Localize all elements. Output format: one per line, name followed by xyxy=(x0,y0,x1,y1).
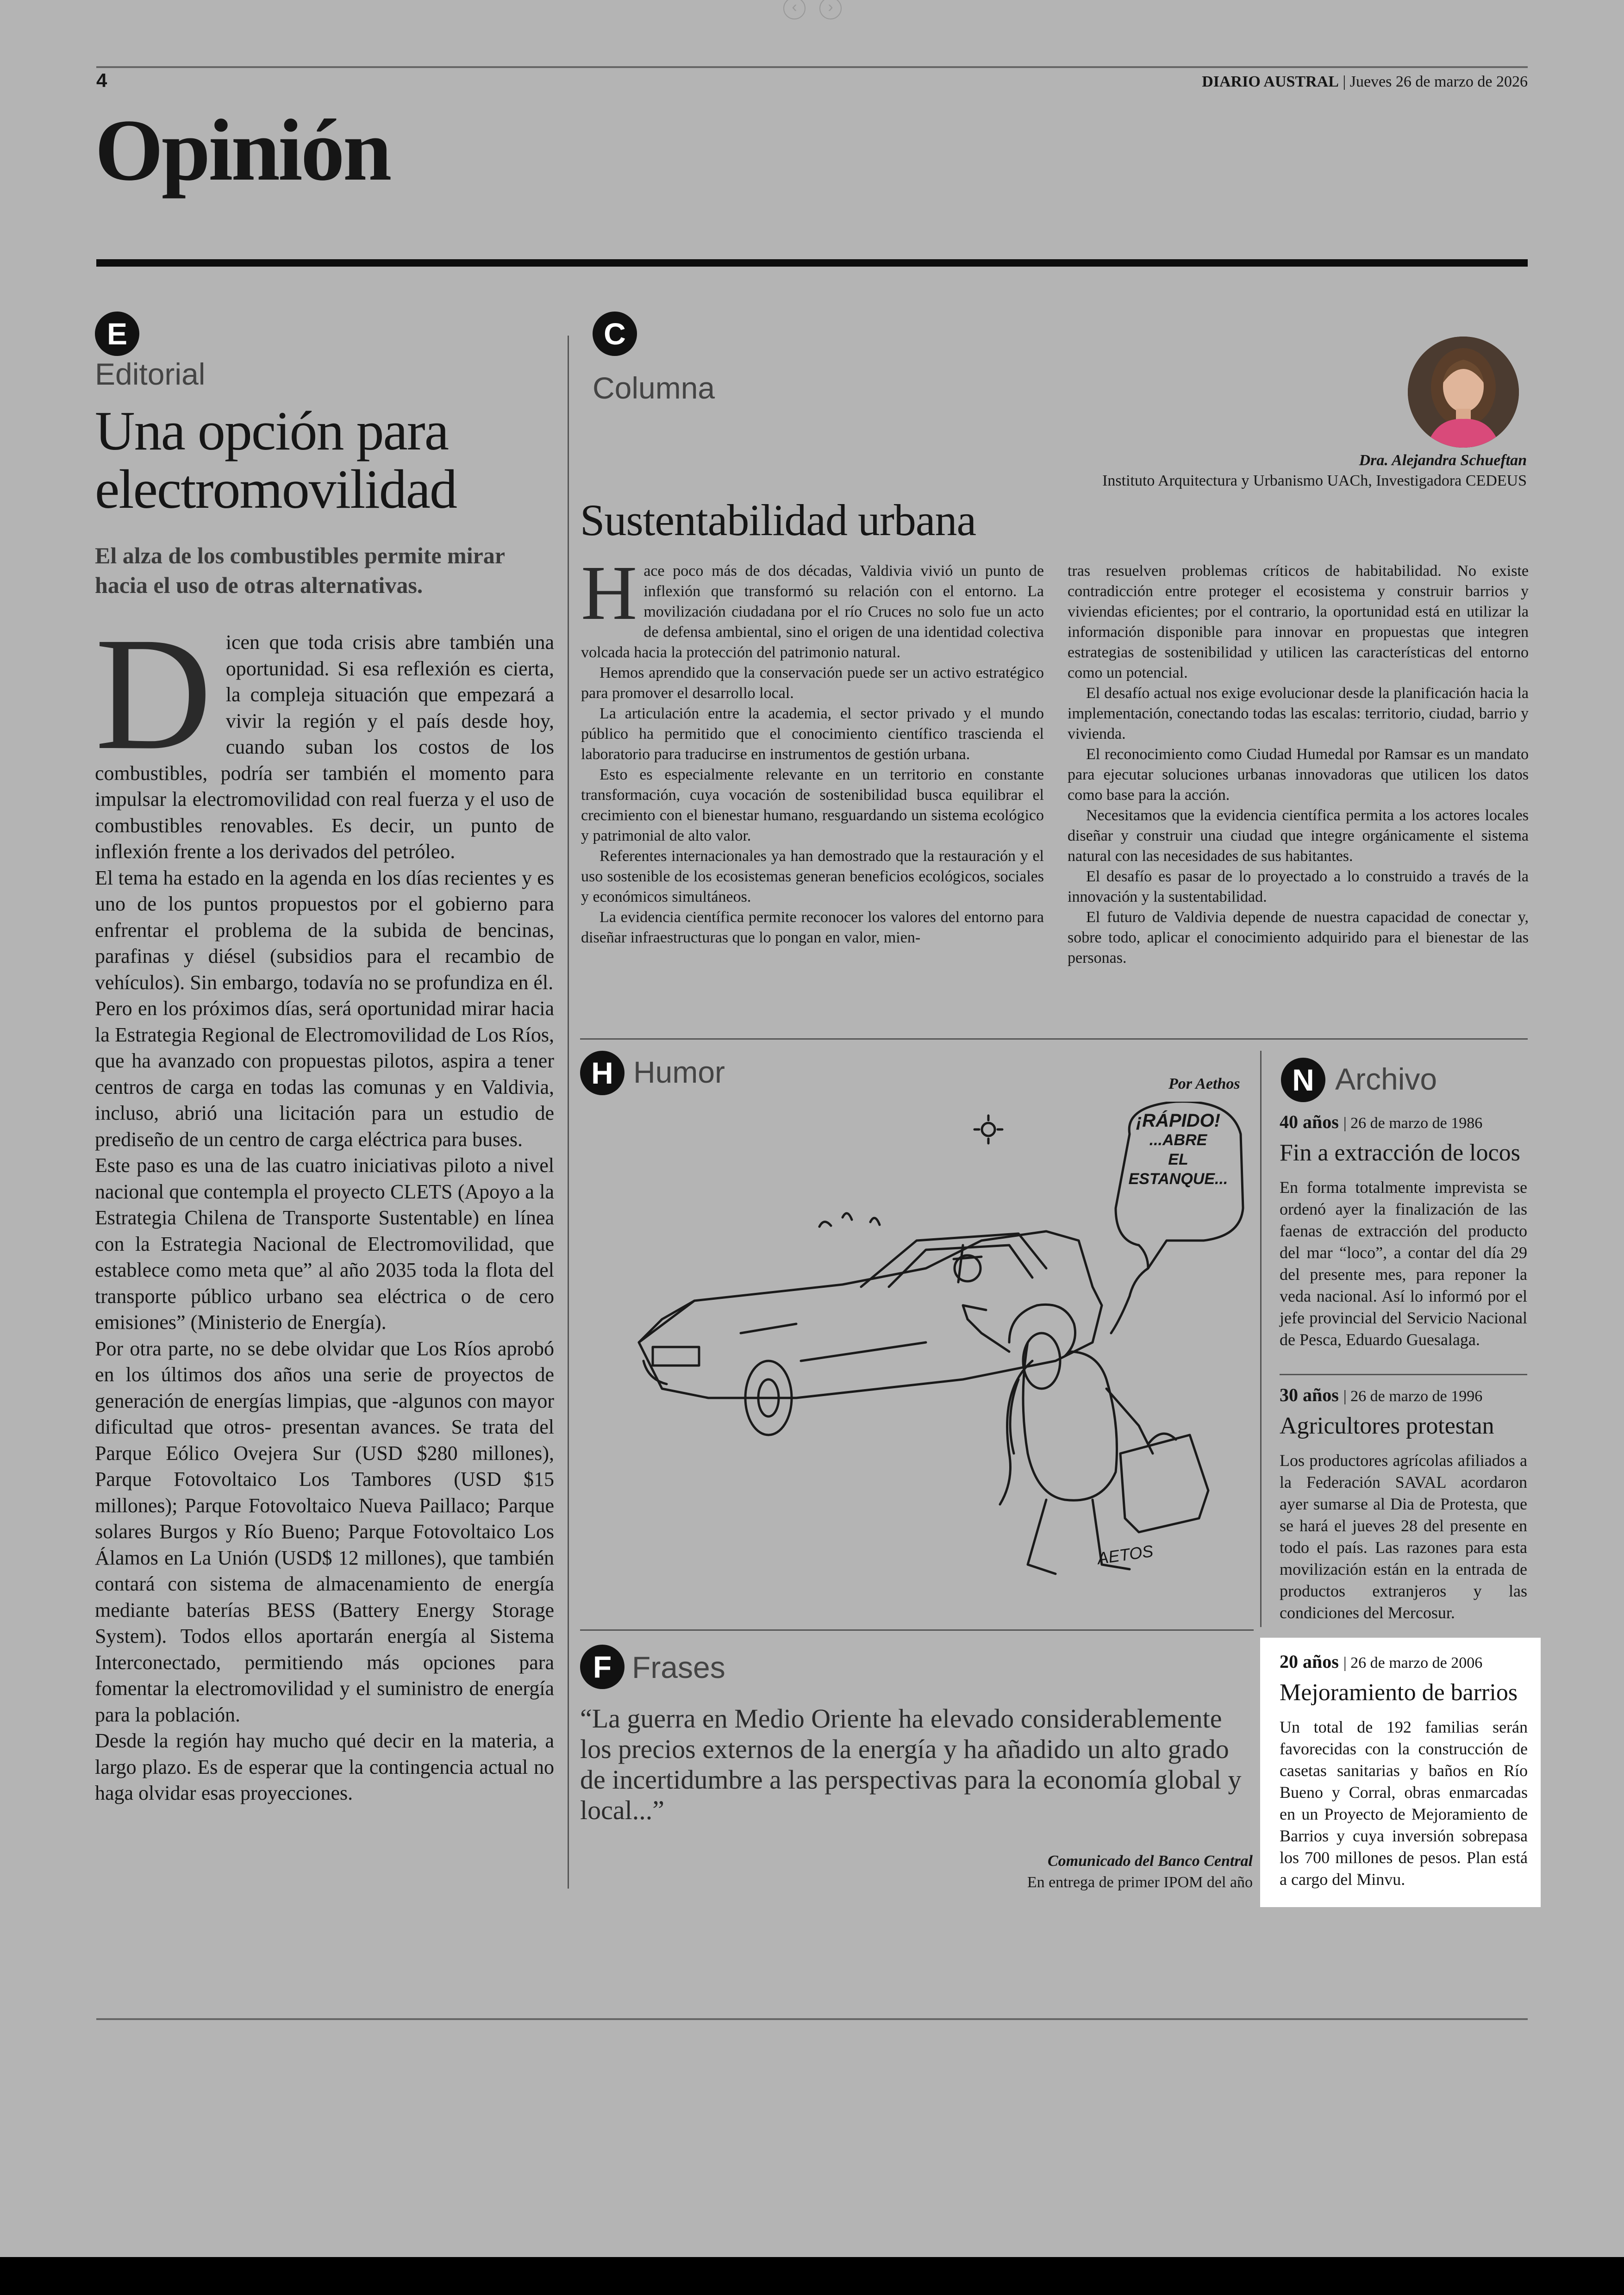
cartoon-signature: AETOS xyxy=(1096,1541,1155,1568)
column-paragraph: tras resuelven problemas críticos de habitabilidad. No existe contradicción entre proteger el ecosistema y construir barrios y viviendas eficientes; por el contrario, la oportunidad está en utilizar la información disponible para innovar en propuestas que integren estrategias de sostenibilidad y utilicen las características del entorno como un potencial. xyxy=(1068,562,1529,681)
archivo-entry xyxy=(1280,1651,1528,1890)
humor-archive-divider xyxy=(1260,1051,1262,1627)
archivo-entry xyxy=(1280,1111,1527,1351)
editorial-badge: E xyxy=(95,312,139,356)
column-badge: C xyxy=(593,312,637,356)
frases-badge: F xyxy=(580,1645,625,1689)
archivo-text: Un total de 192 familias serán favorecidas con la construcción de casetas sanitarias y baños en Río Bueno y Corral, obras enmarcadas en un Proyecto de Mejoramiento de Barrios y cuya inversión sobrepasa los 700 millones de pesos. Plan está a cargo del Minvu. xyxy=(1280,1718,1528,1889)
archivo-text: Los productores agrícolas afiliados a la Federación SAVAL acordaron ayer sumarse al Dia de Protesta, que se hará el jueves 28 del presente en todo el país. Las razones para esta movilización están en la entrada de productos extranjeros y las condiciones del Mercosur. xyxy=(1280,1451,1527,1622)
column-divider xyxy=(568,336,569,1889)
bottom-bar xyxy=(0,2257,1624,2295)
bubble-line: ¡RÁPIDO! xyxy=(1136,1110,1221,1131)
column-body-right xyxy=(1068,561,1529,1010)
chevron-right-icon: › xyxy=(828,0,833,16)
archivo-badge: N xyxy=(1281,1058,1325,1102)
archivo-date: | 26 de marzo de 1996 xyxy=(1343,1388,1483,1405)
section-rule xyxy=(96,259,1528,267)
column-paragraph: Esto es especialmente relevante en un territorio en constante transformación, cuya vocación de sostenibilidad busca equilibrar el crecimiento con el bienestar humano, resguardando un sistema ecológico y patrimonial de alto valor. xyxy=(581,766,1044,844)
archivo-date: | 26 de marzo de 1986 xyxy=(1343,1115,1483,1132)
column-paragraph: Referentes internacionales ya han demostrado que la restauración y el uso sostenible de los ecosistemas generan beneficios ecológicos, sociales y económicos simultáneos. xyxy=(581,848,1044,905)
editorial-paragraph: Por otra parte, no se debe olvidar que Los Ríos aprobó en los últimos dos años una serie de proyectos de generación de energías limpias, que -algunos con mayor dificultad que otros- presentan avances. Se trata del Parque Eólico Ovejera Sur (USD $280 millones), Parque Fotovoltaico Los Tambores (USD $15 millones); Parque Fotovoltaico Nueva Paillaco; Parque solares Burgos y Río Bueno; Parque Fotovoltaico Los Álamos en La Unión (USD$ 12 millones), que también contará con sistema de almacenamiento de energía mediante baterías BESS (Battery Energy Storage System). Todos ellos aportarán energía al Sistema Interconectado, permitiendo más opciones para fomentar la electromovilidad y el suministro de energía para la población. xyxy=(95,1337,554,1726)
next-page-button[interactable] xyxy=(819,0,842,19)
column-paragraph: El reconocimiento como Ciudad Humedal por Ramsar es un mandato para ejecutar soluciones urbanas innovadoras que utilicen los datos como base para la acción. xyxy=(1068,746,1529,804)
editorial-paragraph: Desde la región hay mucho qué decir en la materia, a largo plazo. Es de esperar que la contingencia actual no haga olvidar esas proyecciones. xyxy=(95,1729,554,1804)
author-affiliation: Instituto Arquitectura y Urbanismo UACh, Investigadora CEDEUS xyxy=(1102,472,1527,489)
author-photo xyxy=(1408,337,1519,448)
frases-label: Frases xyxy=(632,1650,725,1684)
archivo-rule xyxy=(1280,1374,1527,1375)
archivo-label: Archivo xyxy=(1335,1062,1437,1096)
editorial-subhead: El alza de los combustibles permite mirar hacia el uso de otras alternativas. xyxy=(95,543,505,598)
column-label: Columna xyxy=(593,371,715,405)
column-paragraph: El desafío es pasar de lo proyectado a lo construido a través de la innovación y la sustentabilidad. xyxy=(1068,868,1529,905)
frases-source-detail: En entrega de primer IPOM del año xyxy=(1027,1874,1253,1891)
editorial-label: Editorial xyxy=(95,357,206,391)
humor-label: Humor xyxy=(633,1055,725,1089)
editorial-paragraph: icen que toda crisis abre también una oportunidad. Si esa reflexión es cierta, la compleja situación que empezará a vivir la región y el país desde hoy, cuando suban los costos de los combustibles, podría ser también el momento para impulsar la electromovilidad con real fuerza y el uso de combustibles renovables. Es decir, un punto de inflexión frente a los derivados del petróleo. xyxy=(95,631,554,863)
archivo-text: En forma totalmente imprevista se ordenó ayer la finalización de las faenas de extracción del producto del mar “loco”, a contar del día 29 del presente mes, para reponer la veda nacional. Así lo informó por el jefe provincial del Servicio Nacional de Pesca, Eduardo Guesalaga. xyxy=(1280,1178,1527,1349)
column-body-left xyxy=(581,561,1044,1010)
editorial-paragraph: El tema ha estado en la agenda en los días recientes y es uno de los puntos propuestos por el gobierno para enfrentar el problema de la subida de bencinas, parafinas y diésel (subsidios para el recambio de vehículos). Sin embargo, todavía no se profundiza en él. xyxy=(95,866,554,994)
column-paragraph: La evidencia científica permite reconocer los valores del entorno para diseñar infraestructuras que lo pongan en valor, mien- xyxy=(581,909,1044,946)
archivo-title: Agricultores protestan xyxy=(1280,1413,1494,1439)
bottom-rule xyxy=(96,2018,1528,2020)
editorial-paragraph: Este paso es una de las cuatro iniciativas piloto a nivel nacional que contempla el proyecto CLETS (Apoyo a la Estrategia Chilena de Transporte Sustentable) en línea con la Estrategia Nacional de Electromovilidad, que establece como meta que” al año 2035 toda la flota del transporte público urbano sea eléctrica o de cero emisiones” (Ministerio de Energía). xyxy=(95,1154,554,1334)
humor-byline: Por Aethos xyxy=(1168,1075,1240,1092)
prev-page-button[interactable] xyxy=(783,0,806,19)
bubble-line: ESTANQUE... xyxy=(1128,1170,1228,1188)
humor-bottom-rule xyxy=(580,1629,1254,1631)
bubble-line: EL xyxy=(1168,1151,1188,1168)
page-number: 4 xyxy=(96,69,107,91)
author-portrait-icon xyxy=(1408,337,1519,448)
archivo-years: 40 años xyxy=(1280,1111,1339,1132)
issue-date: | Jueves 26 de marzo de 2026 xyxy=(1343,73,1528,90)
frases-quote: “La guerra en Medio Oriente ha elevado considerablemente los precios externos de la energía y ha añadido un alto grado de incertidumbre a las perspectivas para la economía global y local...” xyxy=(580,1703,1242,1825)
archivo-years: 20 años xyxy=(1280,1651,1339,1672)
column-paragraph: El desafío actual nos exige evolucionar desde la planificación hacia la implementación, conectando todas las escalas: territorio, ciudad, barrio y vivienda. xyxy=(1068,685,1529,742)
bubble-line: ...ABRE xyxy=(1149,1131,1207,1149)
masthead: DIARIO AUSTRAL xyxy=(1202,73,1339,90)
chevron-left-icon: ‹ xyxy=(792,0,797,16)
top-rule xyxy=(96,66,1528,68)
humor-badge: H xyxy=(580,1051,625,1095)
column-paragraph: El futuro de Valdivia depende de nuestra capacidad de conectar y, sobre todo, aplicar el conocimiento adquirido para el bienestar de las personas. xyxy=(1068,909,1529,967)
editorial-drop-cap: D xyxy=(95,630,212,783)
editorial-paragraph: Pero en los próximos días, será oportunidad mirar hacia la Estrategia Regional de Electromovilidad de Los Ríos, que ha avanzado con propuestas pilotos, aspira a tener centros de carga en todas las comunas y en Valdivia, incluso, abrió una licitación para un estudio de prediseño de un centro de carga eléctrica para buses. xyxy=(95,997,554,1151)
column-headline: Sustentabilidad urbana xyxy=(580,495,976,545)
speech-bubble xyxy=(1120,1111,1236,1189)
archivo-title: Fin a extracción de locos xyxy=(1280,1140,1520,1166)
archivo-date: | 26 de marzo de 2006 xyxy=(1343,1654,1483,1671)
editorial-body xyxy=(95,630,554,1879)
editorial-headline: Una opción para electromovilidad xyxy=(95,400,457,520)
archivo-entry xyxy=(1280,1384,1527,1624)
column-paragraph: ace poco más de dos décadas, Valdivia vivió un punto de inflexión que transformó su relación con el entorno. La movilización ciudadana por el río Cruces no solo fue un acto de defensa ambiental, sino el origen de una identidad colectiva volcada hacia la protección del patrimonio natural. xyxy=(581,562,1044,661)
archivo-title: Mejoramiento de barrios xyxy=(1280,1679,1518,1706)
column-paragraph: Hemos aprendido que la conservación puede ser un activo estratégico para promover el desarrollo local. xyxy=(581,664,1044,702)
archivo-years: 30 años xyxy=(1280,1384,1339,1405)
column-drop-cap: H xyxy=(581,561,637,636)
frases-source: Comunicado del Banco Central xyxy=(1048,1852,1253,1870)
column-paragraph: La articulación entre la academia, el sector privado y el mundo público ha permitido que el conocimiento científico trascienda el laboratorio para traducirse en instrumentos de gestión urbana. xyxy=(581,705,1044,763)
masthead-date xyxy=(1202,73,1528,91)
section-title: Opinión xyxy=(95,102,390,199)
archivo-highlight-box xyxy=(1260,1638,1541,1907)
author-name: Dra. Alejandra Schueftan xyxy=(1359,452,1527,469)
column-paragraph: Necesitamos que la evidencia científica permita a los actores locales diseñar y construir una ciudad que integre orgánicamente el sistema natural con las necesidades de sus habitantes. xyxy=(1068,807,1529,865)
column-bottom-rule xyxy=(580,1038,1528,1040)
